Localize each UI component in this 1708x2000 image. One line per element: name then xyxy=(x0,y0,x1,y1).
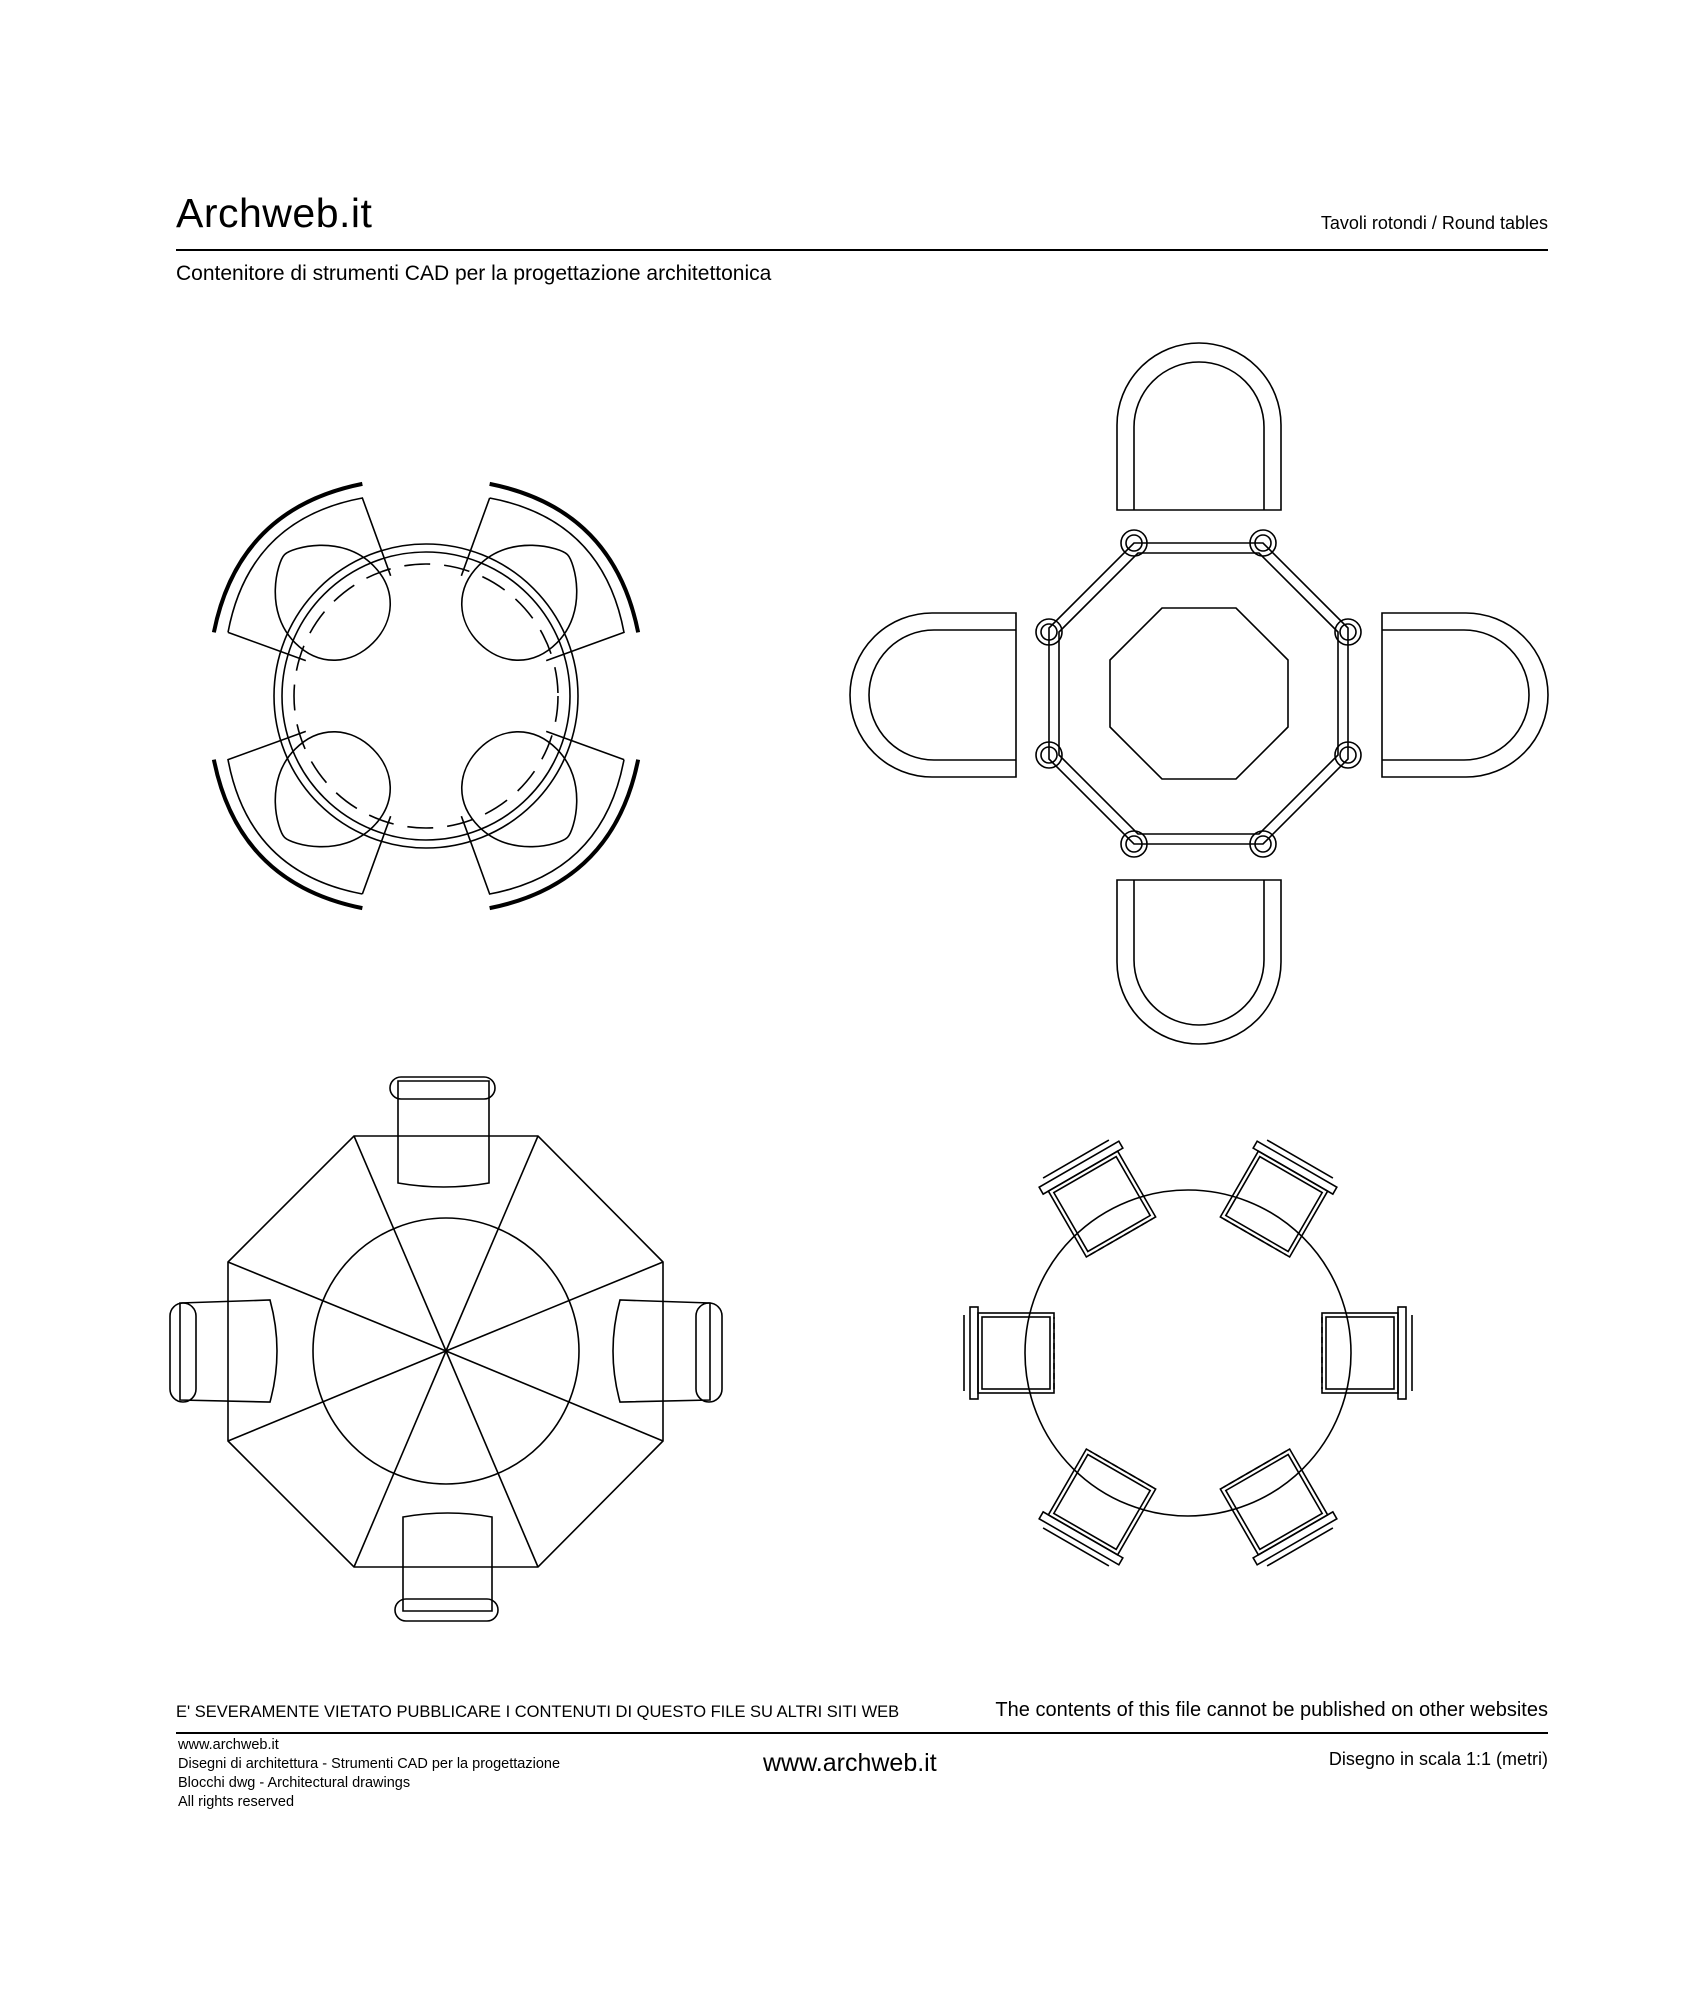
drawing-round-table-6-chairs xyxy=(964,1136,1412,1570)
table-leg-knobs xyxy=(1036,530,1361,857)
chair-left xyxy=(170,1300,277,1402)
tub-chair-bottom xyxy=(1117,880,1281,1044)
chair-right xyxy=(613,1300,722,1402)
footer-website[interactable]: www.archweb.it xyxy=(763,1749,937,1777)
table-top xyxy=(1025,1190,1351,1516)
glass-top-octagon xyxy=(1110,608,1288,779)
table-frame-octagon xyxy=(1059,553,1338,834)
square-chair xyxy=(1036,1136,1161,1260)
footer-info-line: Disegni di architettura - Strumenti CAD per la progettazione xyxy=(178,1756,561,1772)
square-chair xyxy=(964,1307,1054,1399)
drawing-octagon-circle-table-4-chairs xyxy=(170,1077,722,1621)
square-chair xyxy=(1215,1446,1340,1570)
drawing-round-table-4-chairs xyxy=(189,459,663,933)
footer-info-line: Blocchi dwg - Architectural drawings xyxy=(178,1775,411,1791)
category-title: Tavoli rotondi / Round tables xyxy=(1320,213,1548,233)
footer-info-line: www.archweb.it xyxy=(178,1737,279,1753)
table-radial-lines xyxy=(228,1136,663,1567)
tub-chair-top xyxy=(1117,343,1281,510)
copyright-warning-italian: E' SEVERAMENTE VIETATO PUBBLICARE I CONTENUTI DI QUESTO FILE SU ALTRI SITI WEB xyxy=(176,1703,900,1721)
copyright-warning-english: The contents of this file cannot be published on other websites xyxy=(995,1699,1548,1721)
tub-chair-right xyxy=(1382,613,1548,777)
square-chair xyxy=(1215,1136,1340,1260)
table-leg-ring xyxy=(294,564,558,828)
brand-logo-text: Archweb.it xyxy=(176,190,373,236)
table-outer-edge xyxy=(274,544,578,848)
table-outer-octagon xyxy=(1049,543,1348,844)
tagline: Contenitore di strumenti CAD per la progettazione architettonica xyxy=(176,262,772,285)
chair-top xyxy=(390,1077,495,1187)
table-inner-edge xyxy=(282,552,570,840)
tub-chair-left xyxy=(850,613,1016,777)
footer-divider xyxy=(176,1732,1548,1734)
footer-info-line: All rights reserved xyxy=(178,1794,295,1810)
drawing-scale: Disegno in scala 1:1 (metri) xyxy=(1328,1749,1548,1769)
square-chair xyxy=(1036,1446,1161,1570)
drawing-octagonal-table-4-chairs xyxy=(850,343,1548,1044)
square-chair xyxy=(1322,1307,1412,1399)
